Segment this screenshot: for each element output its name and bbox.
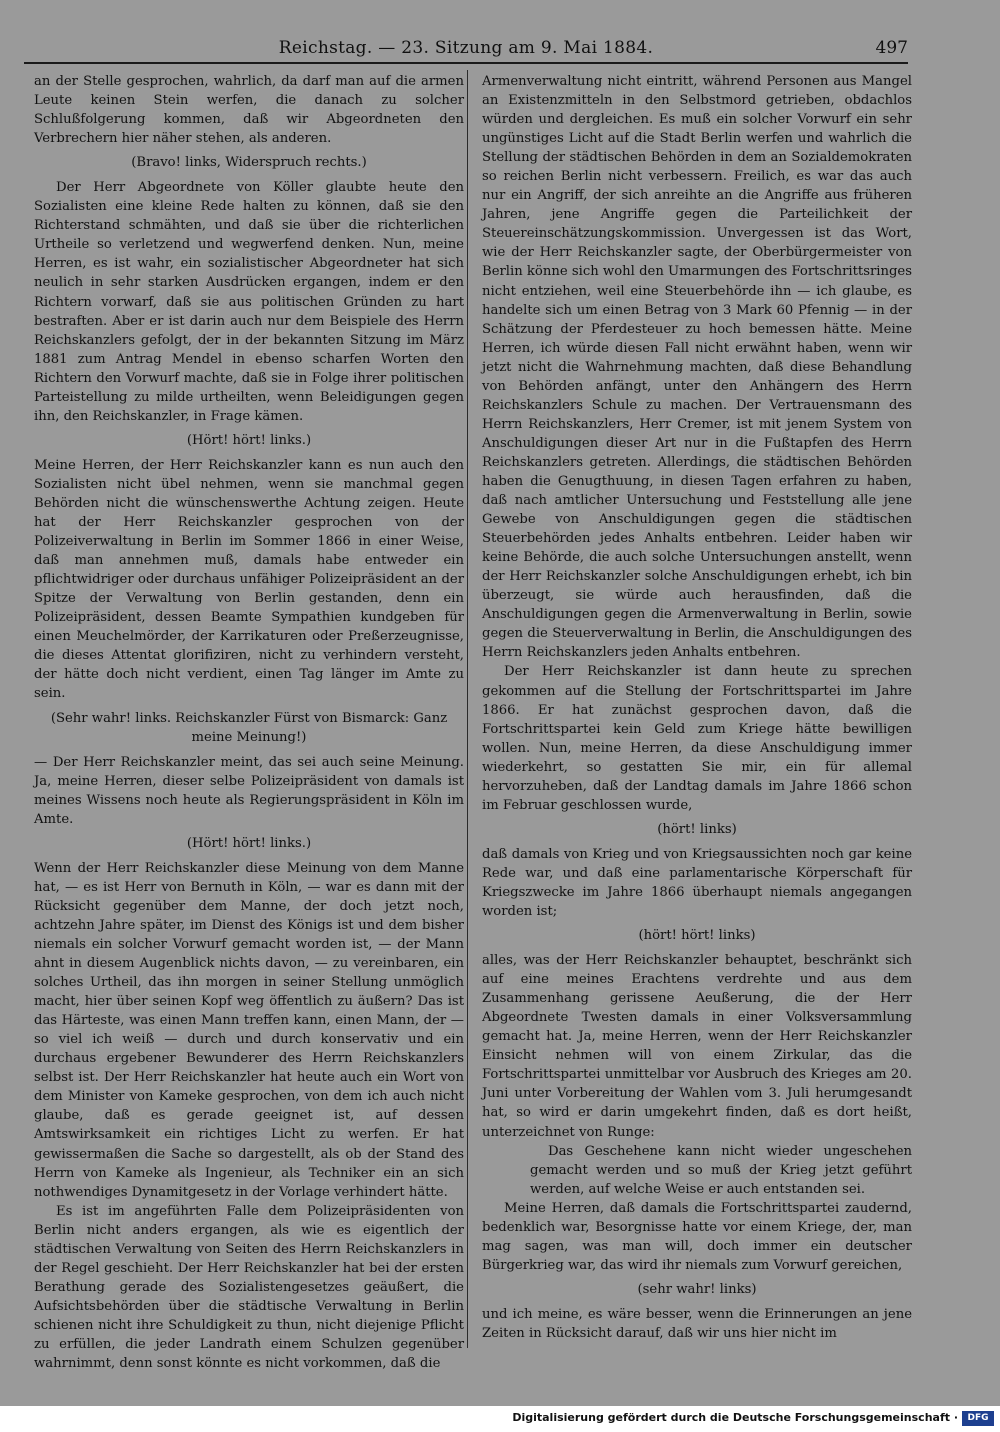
interjection: (hört! hört! links) <box>638 928 756 944</box>
page-header <box>24 36 908 64</box>
dfg-logo: DFG <box>962 1411 994 1426</box>
funding-credit: Digitalisierung gefördert durch die Deutsche Forschungsgemeinschaft · <box>512 1411 958 1424</box>
paragraph: Der Herr Reichskanzler ist dann heute zu sprechen gekommen auf die Stellung der Fortschrittspartei im Jahre 1866. Er hat zunächst gesprochen davon, daß die Fortschrittspartei kein Geld zum Kriege hätte bewilligen wollen. Nun, meine Herren, da diese Anschuldigung immer wiederkehrt, so gestatten Sie mir, ein für allemal hervorzuheben, daß der Landtag damals im Jahre 1866 schon im Februar geschlossen wurde, <box>482 664 912 813</box>
paragraph: Der Herr Abgeordnete von Köller glaubte heute den Sozialisten eine kleine Rede halten zu können, daß sie den Richterstand schmähten, und daß sie über die richterlichen Urtheile so verletzend und wegwerfend denken. Nun, meine Herren, es ist wahr, ein sozialistischer Abgeordneter hat sich neulich in sehr starken Ausdrücken ergangen, indem er den Richtern vorwarf, daß sie aus politischen Gründen zu hart bestraften. Aber er ist darin auch nur dem Beispiele des Herrn Reichskanzlers gefolgt, der in der bekannten Sitzung im März 1881 zum Antrag Mendel in ebenso scharfen Worten den Richtern den Vorwurf machte, daß sie in Folge ihrer politischen Parteistellung zu milde urtheilten, wenn Beleidigungen gegen ihn, den Reichskanzler, in Frage kämen. <box>34 180 464 424</box>
interjection: (Hört! hört! links.) <box>186 835 312 851</box>
paragraph: und ich meine, es wäre besser, wenn die Erinnerungen an jene Zeiten in Rücksicht darauf, daß wir uns hier nicht im <box>482 1306 912 1341</box>
left-column <box>34 72 464 1372</box>
paragraph: Wenn der Herr Reichskanzler diese Meinung von dem Manne hat, — es ist Herr von Bernuth in Köln, — war es dann mit der Rücksicht gegenüber dem Manne, der doch jetzt noch, achtzehn Jahre später, im Dienst des Königs ist und dem bisher niemals ein solcher Vorwurf gemacht worden ist, — der Mann ahnt in diesem Augenblick nichts davon, — zu vereinbaren, ein solches Urtheil, das ihn morgen in seiner Stellung unmöglich macht, hier über seinen Kopf weg öffentlich zu äußern? Das ist das Härteste, was einen Mann treffen kann, einen Mann, der — so viel ich weiß — durch und durch konservativ und ein durchaus ergebener Bewunderer des Herrn Reichskanzlers selbst ist. Der Herr Reichskanzler hat heute auch ein Wort von dem Minister von Kameke gesprochen, von dem ich auch nicht glaube, daß es gerade geeignet ist, auf dessen Amtswirksamkeit ein richtiges Licht zu werfen. Er hat gewissermaßen die Sache so dargestellt, als ob der Stand des Herrn von Kameke als Ingenieur, als Techniker ein an sich nothwendiges Dynamitgesetz in der Vorlage verhindert hätte. <box>34 860 464 1200</box>
paragraph: Meine Herren, daß damals die Fortschrittspartei zaudernd, bedenklich war, Besorgnisse hatte vor einem Kriege, der, man mag sagen, was man will, doch immer ein deutscher Bürgerkrieg war, das wird ihr niemals zum Vorwurf gereichen, <box>482 1200 912 1273</box>
paragraph: Es ist im angeführten Falle dem Polizeipräsidenten von Berlin nicht anders ergangen, als wie es eigentlich der städtischen Verwaltung von Seiten des Herrn Reichskanzlers in der Regel geschieht. Der Herr Reichskanzler hat bei der ersten Berathung gerade des Sozialistengesetzes geäußert, die Aufsichtsbehörden über die städtische Verwaltung in Berlin schienen nicht ihre Schuldigkeit zu thun, nicht diejenige Pflicht zu erfüllen, die jeder Landrath einem Schulzen gegenüber wahrnimmt, denn sonst könnte es nicht vorkommen, daß die <box>34 1203 464 1372</box>
page-number: 497 <box>875 38 908 58</box>
page-title: Reichstag. — 23. Sitzung am 9. Mai 1884. <box>278 38 654 58</box>
paragraph: daß damals von Krieg und von Kriegsaussichten noch gar keine Rede war, und daß eine parlamentarische Körperschaft für Kriegszwecke im Jahre 1866 überhaupt niemals angegangen worden ist; <box>482 846 912 920</box>
interjection: (Bravo! links, Widerspruch rechts.) <box>131 155 367 171</box>
paragraph: an der Stelle gesprochen, wahrlich, da darf man auf die armen Leute keinen Stein werfen, die danach zu solcher Schlußfolgerung kommen, daß wir Abgeordneten den Verbrechern hier näher stehen, als anderen. <box>34 74 464 147</box>
block-quote: Das Geschehene kann nicht wieder ungeschehen gemacht werden und so muß der Krieg jetzt geführt werden, auf welche Weise er auch entstanden sei. <box>530 1143 912 1197</box>
paragraph: Meine Herren, der Herr Reichskanzler kann es nun auch den Sozialisten nicht übel nehmen, wenn sie manchmal gegen Behörden nicht die wünschenswerthe Achtung zeigen. Heute hat der Herr Reichskanzler gesprochen von der Polizeiverwaltung in Berlin im Sommer 1866 in einer Weise, daß man annehmen muß, damals habe entweder ein pflichtwidriger oder durchaus unfähiger Polizeipräsident an der Spitze der Verwaltung von Berlin gestanden, denn ein Polizeipräsident, dessen Beamte Sympathien kundgeben für einen Meuchelmörder, der Karrikaturen oder Preßerzeugnisse, die dieses Attentat glorifiziren, nicht zu verhindern versteht, der hätte doch nicht verdient, einen Tag länger im Amte zu sein. <box>34 457 464 702</box>
footer-bar <box>0 1406 1000 1432</box>
paragraph: Armenverwaltung nicht eintritt, während Personen aus Mangel an Existenzmitteln in den Selbstmord getrieben, obdachlos würden und dergleichen. Es muß ein solcher Vorwurf ein sehr ungünstiges Licht auf die Stadt Berlin werfen und wahrlich die Stellung der städtischen Behörden in dem an Sozialdemokraten so reichen Berlin nicht verbessern. Freilich, es war das auch nur ein Angriff, der sich anreihte an die Angriffe aus früheren Jahren, jene Angriffe gegen die Parteilichkeit der Steuereinschätzungskommission. Unvergessen ist das Wort, wie der Herr Reichskanzler sagte, der Oberbürgermeister von Berlin könne sich wohl den Umarmungen des Fortschrittsringes nicht entziehen, weil eine Steuerbehörde ihn — ich glaube, es handelte sich um einen Betrag von 3 Mark 60 Pfennig — in der Schätzung der Pferdesteuer zu hoch bemessen hätte. Meine Herren, ich würde diesen Fall nicht erwähnt haben, wenn wir jetzt nicht die Wahrnehmung machten, daß diese Behandlung von Behörden anfängt, unter den Anhängern des Herrn Reichskanzlers Schule zu machen. Der Vertrauensmann des Herrn Reichskanzlers, Herr Cremer, ist mit jenem System von Anschuldigungen dieser Art nur in die Fußtapfen des Herrn Reichskanzlers getreten. Allerdings, die städtischen Behörden haben die Genugthuung, in diesen Tagen erfahren zu haben, daß nach amtlicher Untersuchung und Feststellung alle jene Gewebe von Anschuldigungen gegen die städtischen Steuerbehörden jedes Anhalts entbehren. Leider haben wir keine Behörde, die auch solche Untersuchungen anstellt, wenn der Herr Reichskanzler solche Anschuldigungen erhebt, ich bin überzeugt, sie würde auch herausfinden, daß die Anschuldigungen gegen die Armenverwaltung in Berlin, sowie gegen die Steuerverwaltung in Berlin, die Anschuldigungen des Herrn Reichskanzlers jeden Anhalts entbehren. <box>482 74 912 661</box>
interjection: (hört! links) <box>657 821 737 837</box>
interjection: (Sehr wahr! links. Reichskanzler Fürst von Bismarck: Ganz meine Meinung!) <box>50 710 448 745</box>
paragraph: alles, was der Herr Reichskanzler behauptet, beschränkt sich auf eine meines Erachtens verdrehte und aus dem Zusammenhang gerissene Aeußerung, die der Herr Abgeordnete Twesten damals in einer Volksversammlung gemacht hat. Ja, meine Herren, wenn der Herr Reichskanzler Einsicht nehmen will von einem Zirkular, das die Fortschrittspartei unmittelbar vor Ausbruch des Krieges am 20. Juni unter Vorbereitung der Wahlen vom 3. Juli herumgesandt hat, so wird er darin umgekehrt finden, daß es dort heißt, unterzeichnet von Runge: <box>482 953 912 1140</box>
interjection: (Hört! hört! links.) <box>186 432 312 448</box>
column-divider <box>467 70 468 1348</box>
right-column <box>482 72 912 1352</box>
paragraph: — Der Herr Reichskanzler meint, das sei auch seine Meinung. Ja, meine Herren, dieser selbe Polizeipräsident von damals ist meines Wissens noch heute als Regierungspräsident in Köln im Amte. <box>34 754 464 827</box>
interjection: (sehr wahr! links) <box>637 1281 757 1297</box>
